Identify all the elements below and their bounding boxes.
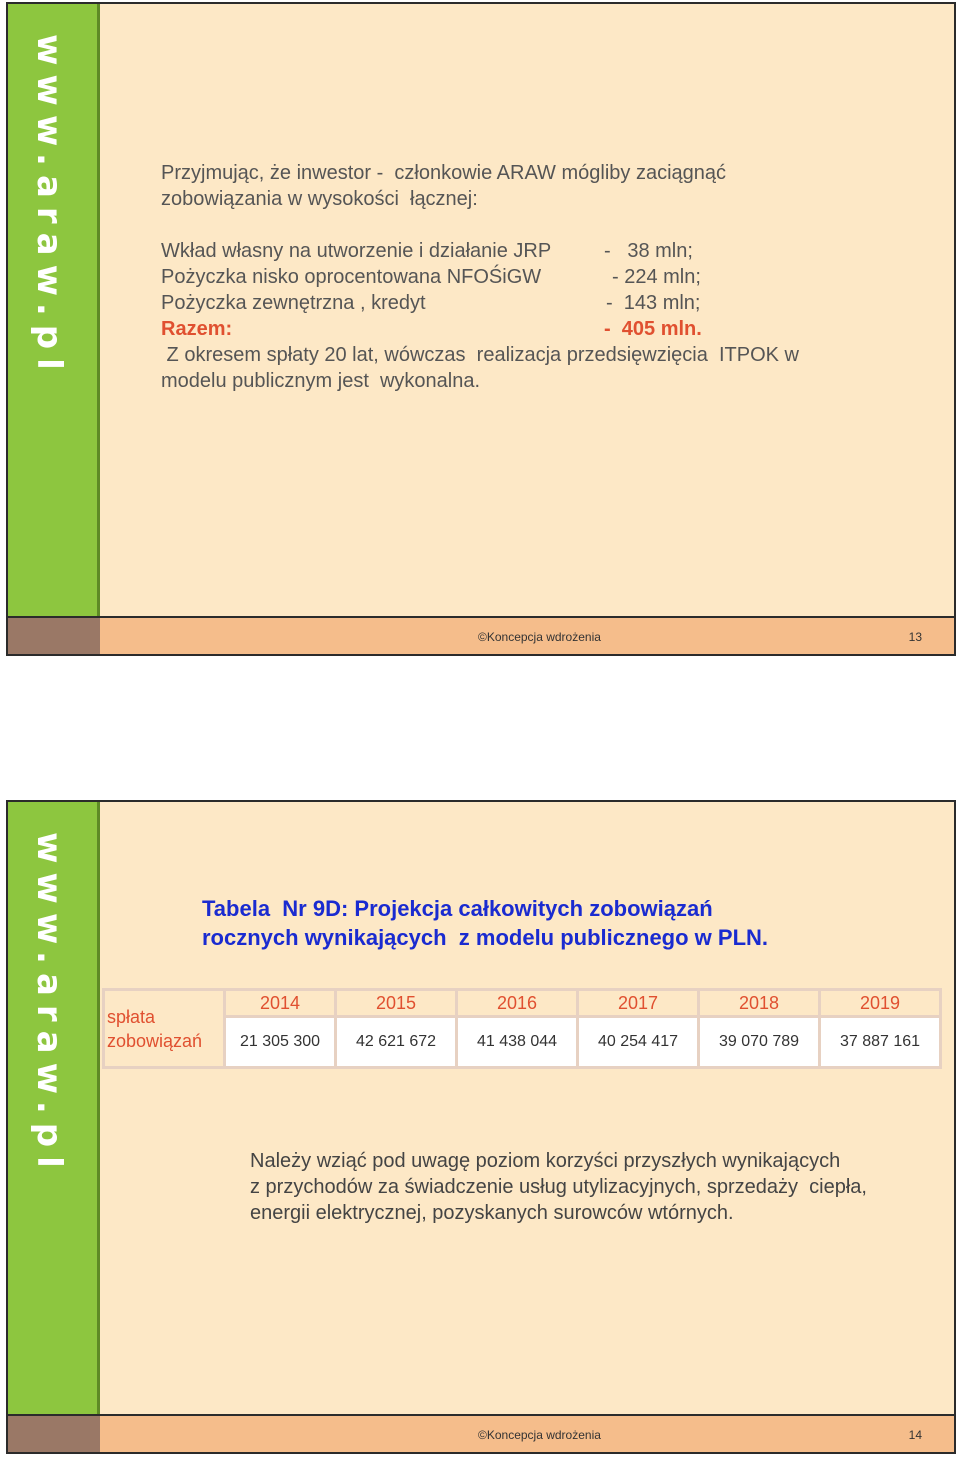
- row-label-line-2: zobowiązań: [107, 1030, 203, 1051]
- year-cell: 2014: [225, 990, 336, 1017]
- item-value-jrp: - 38 mln;: [604, 240, 693, 262]
- item-label-jrp: Wkład własny na utworzenie i działanie JRP: [161, 240, 552, 262]
- table-title-line-2: rocznych wynikających z modelu publicznego w PLN.: [202, 925, 769, 950]
- year-cell: 2018: [699, 990, 820, 1017]
- intro-line-1: Przyjmując, że inwestor - członkowie ARAW mógliby zaciągnąć: [161, 162, 727, 184]
- brand-logo: [8, 802, 100, 1414]
- item-value-kredyt: - 143 mln;: [606, 292, 701, 314]
- year-cell: 2017: [578, 990, 699, 1017]
- brand-sidebar: [8, 4, 100, 616]
- footer-text: ©Koncepcja wdrożenia: [478, 630, 601, 644]
- year-cell: 2015: [336, 990, 457, 1017]
- note-line-2: z przychodów za świadczenie usług utylizacyjnych, sprzedaży ciepła,: [250, 1176, 867, 1198]
- value-cell: 41 438 044: [457, 1017, 578, 1068]
- page-number: 14: [908, 1428, 922, 1442]
- value-cell: 40 254 417: [578, 1017, 699, 1068]
- slide-footer: [8, 1414, 954, 1452]
- liabilities-table: [102, 988, 942, 1069]
- row-label-line-1: spłata: [107, 1006, 156, 1027]
- svg-text:www.araw.pl: www.araw.pl: [29, 34, 69, 379]
- row-label-cell: [104, 990, 225, 1068]
- year-cell: 2016: [457, 990, 578, 1017]
- note-line-3: energii elektrycznej, pozyskanych surowców wtórnych.: [250, 1202, 734, 1224]
- footer-corner: [8, 618, 100, 654]
- value-cell: 21 305 300: [225, 1017, 336, 1068]
- total-value: - 405 mln.: [604, 318, 702, 340]
- footer-text: ©Koncepcja wdrożenia: [478, 1428, 601, 1442]
- item-label-kredyt: Pożyczka zewnętrzna , kredyt: [161, 292, 426, 314]
- item-value-nfosigw: - 224 mln;: [612, 266, 701, 288]
- table-values-row: [104, 1017, 941, 1068]
- year-cell: 2019: [820, 990, 941, 1017]
- value-cell: 42 621 672: [336, 1017, 457, 1068]
- intro-line-2: zobowiązania w wysokości łącznej:: [161, 188, 478, 210]
- note-line-2: modelu publicznym jest wykonalna.: [161, 370, 481, 392]
- slide-14: [6, 800, 956, 1454]
- footer-corner: [8, 1416, 100, 1452]
- slide-13: [6, 2, 956, 656]
- table-header-row: [104, 990, 941, 1017]
- note-line-1: Należy wziąć pod uwagę poziom korzyści przyszłych wynikających: [250, 1150, 841, 1172]
- page-number: 13: [908, 630, 922, 644]
- table-title-line-1: Tabela Nr 9D: Projekcja całkowitych zobowiązań: [202, 896, 713, 921]
- brand-sidebar: [8, 802, 100, 1414]
- note-line-1: Z okresem spłaty 20 lat, wówczas realizacja przedsięwzięcia ITPOK w: [161, 344, 799, 366]
- value-cell: 39 070 789: [699, 1017, 820, 1068]
- value-cell: 37 887 161: [820, 1017, 941, 1068]
- total-label: Razem:: [161, 318, 233, 340]
- svg-text:www.araw.pl: www.araw.pl: [29, 832, 69, 1177]
- brand-logo: [8, 4, 100, 616]
- item-label-nfosigw: Pożyczka nisko oprocentowana NFOŚiGW: [161, 266, 542, 288]
- slide-footer: [8, 616, 954, 654]
